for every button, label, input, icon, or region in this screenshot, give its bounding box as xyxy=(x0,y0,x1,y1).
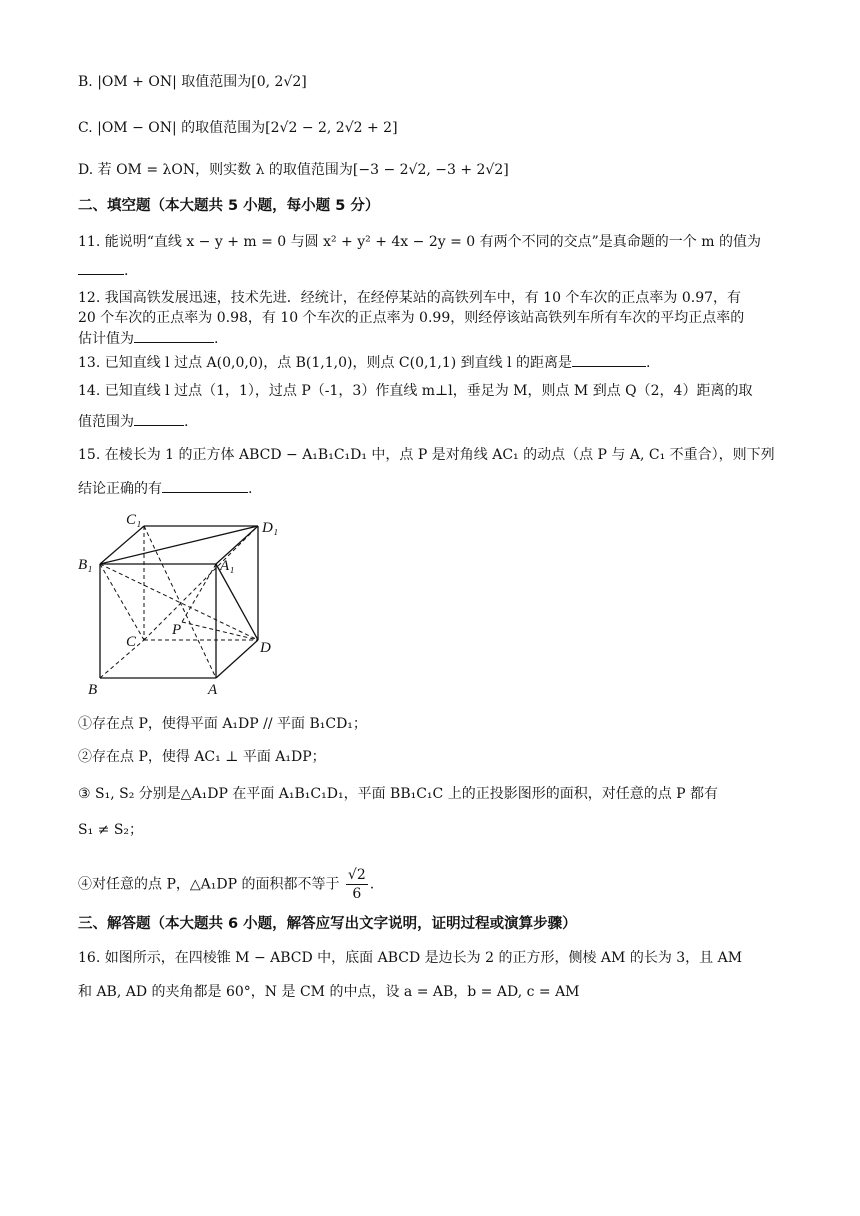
question-14-line-1: 14. 已知直线 l 过点（1，1），过点 P（-1，3）作直线 m⊥l，垂足为 M，则点 M 到点 Q（2，4）距离的取 xyxy=(78,383,753,399)
question-14-line-2: 值范围为 . xyxy=(78,411,188,432)
statement-3-line-2: S₁ ≠ S₂； xyxy=(78,822,144,838)
section-heading-fill-blank: 二、填空题（本大题共 5 小题，每小题 5 分） xyxy=(78,198,380,214)
statement-4: ④对任意的点 P，△A₁DP 的面积都不等于 $\frac{√2}{6}$ . xyxy=(78,867,375,902)
label-b: B xyxy=(88,682,98,698)
label-d1: D₁ xyxy=(262,520,279,536)
segment-p-d xyxy=(182,622,258,640)
section-heading-solutions: 三、解答题（本大题共 6 小题，解答应写出文字说明，证明过程或演算步骤） xyxy=(78,916,577,932)
question-16-line-1: 16. 如图所示，在四棱锥 M − ABCD 中，底面 ABCD 是边长为 2 的正方形，侧棱 AM 的长为 3，且 AM xyxy=(78,950,743,966)
question-13: 13. 已知直线 l 过点 A(0,0,0)，点 B(1,1,0)，则点 C(0,1,1) 到直线 l 的距离是 . xyxy=(78,352,650,373)
label-c: C xyxy=(126,634,137,650)
statement-2: ②存在点 P，使得 AC₁ ⊥ 平面 A₁DP； xyxy=(78,749,326,765)
label-d: D xyxy=(260,640,271,656)
statement-1: ①存在点 P，使得平面 A₁DP // 平面 B₁CD₁； xyxy=(78,716,367,732)
label-c1: C₁ xyxy=(126,512,142,528)
hidden-edge-b-c xyxy=(100,640,144,678)
option-c: C. |OM − ON| 的取值范围为[2√2 − 2, 2√2 + 2] xyxy=(78,120,398,136)
fraction: $\frac{√2}{6}$ xyxy=(347,867,366,902)
question-15-line-1: 15. 在棱长为 1 的正方体 ABCD − A₁B₁C₁D₁ 中，点 P 是对角线 AC₁ 的动点（点 P 与 A, C₁ 不重合），则下列 xyxy=(78,447,775,463)
option-b: B. |OM + ON| 取值范围为[0, 2√2] xyxy=(78,74,307,90)
question-15-line-2: 结论正确的有 . xyxy=(78,478,252,499)
question-11: 11. 能说明“直线 x − y + m = 0 与圆 x² + y² + 4x − 2y = 0 有两个不同的交点”是真命题的一个 m 的值为 xyxy=(78,234,761,250)
label-a: A xyxy=(208,682,218,698)
question-16-line-2: 和 AB, AD 的夹角都是 60°，N 是 CM 的中点，设 a = AB，b = AD, c = AM xyxy=(78,984,580,1000)
question-12-line-2: 20 个车次的正点率为 0.98，有 10 个车次的正点率为 0.99，则经停该站高铁列车所有车次的平均正点率的 xyxy=(78,310,745,326)
label-a1: A₁ xyxy=(220,558,235,574)
question-12-line-3: 估计值为 . xyxy=(78,328,218,349)
segment-b1-c xyxy=(100,564,144,640)
edge-a-d xyxy=(216,640,258,678)
label-b1: B₁ xyxy=(78,557,93,573)
cube-figure xyxy=(78,510,298,700)
segment-c-d1 xyxy=(144,526,258,640)
question-12-line-1: 12. 我国高铁发展迅速，技术先进．经统计，在经停某站的高铁列车中，有 10 个车次的正点率为 0.97，有 xyxy=(78,290,742,306)
label-p: P xyxy=(172,622,182,638)
segment-a1-p xyxy=(182,564,216,622)
statement-3-line-1: ③ S₁, S₂ 分别是△A₁DP 在平面 A₁B₁C₁D₁，平面 BB₁C₁C 上的正投影图形的面积，对任意的点 P 都有 xyxy=(78,786,719,802)
segment-a1-d xyxy=(216,564,258,640)
question-11-answer-blank: . xyxy=(78,260,128,281)
option-d: D. 若 OM = λON，则实数 λ 的取值范围为[−3 − 2√2, −3 + 2√2] xyxy=(78,162,509,178)
diagonal-c1-a xyxy=(144,526,216,678)
